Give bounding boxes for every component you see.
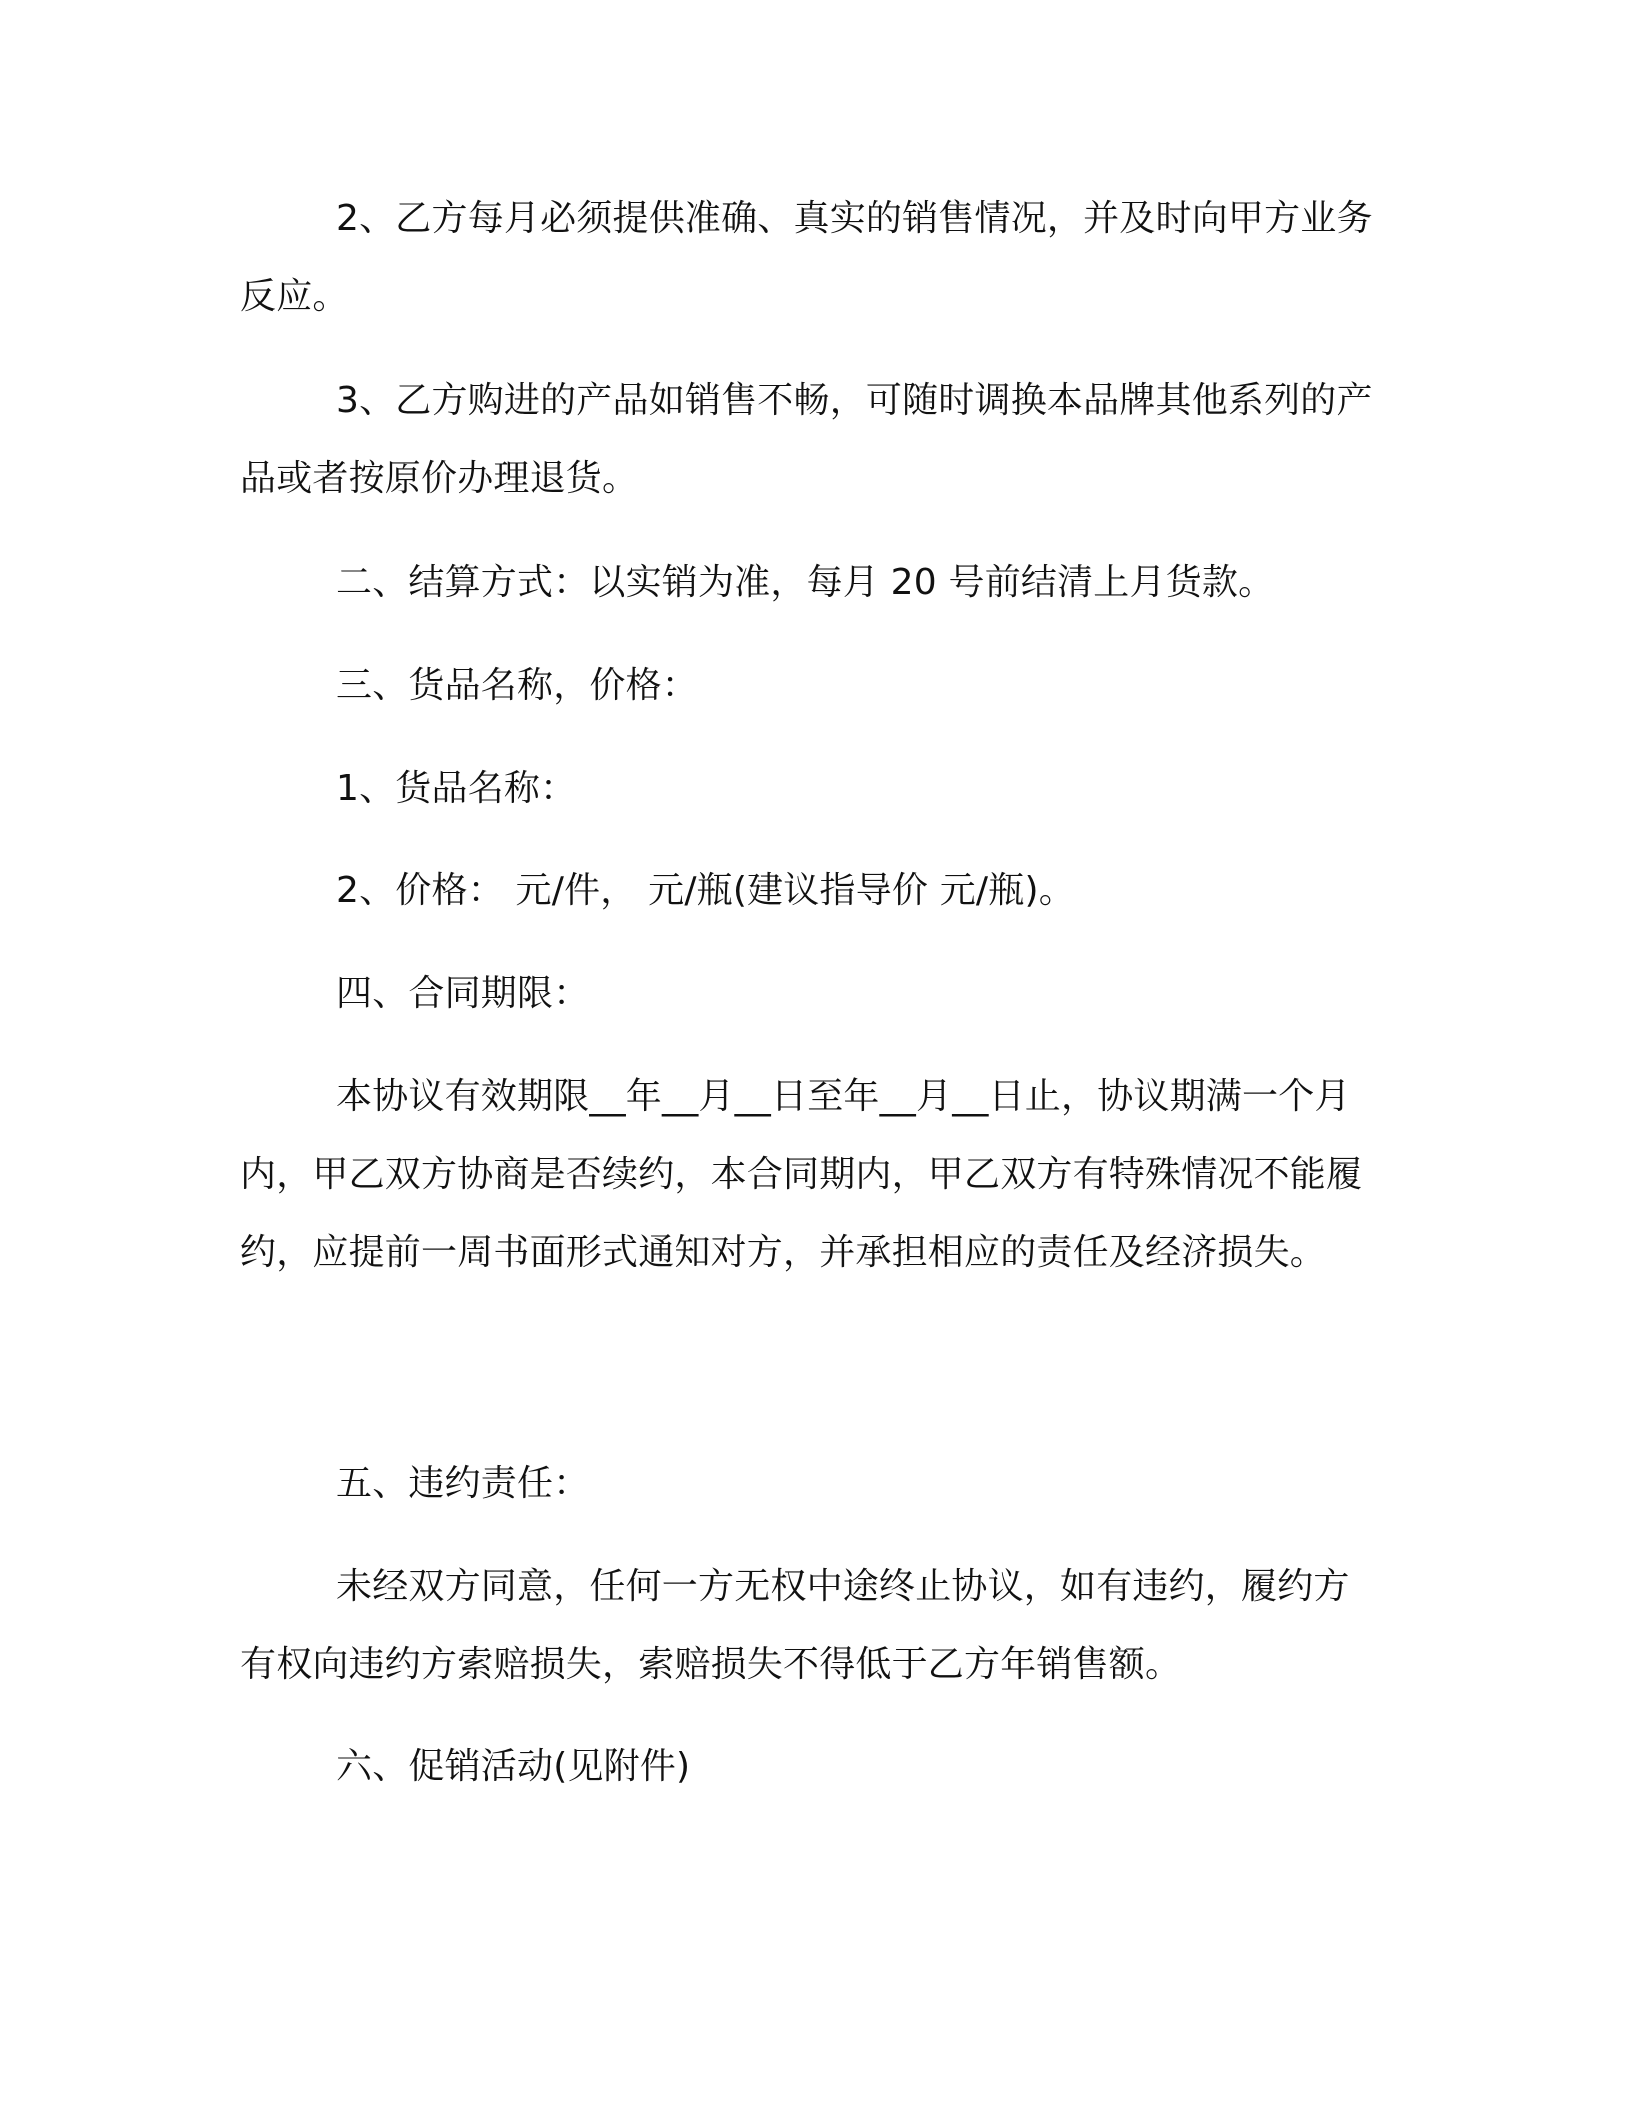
clause-monthly-sales-report: 2、乙方每月必须提供准确、真实的销售情况，并及时向甲方业务反应。 bbox=[240, 198, 1373, 317]
section-goods-name-price: 三、货品名称，价格： bbox=[336, 665, 699, 706]
item-goods-name: 1、货品名称： bbox=[336, 768, 577, 809]
breach-liability-body: 未经双方同意，任何一方无权中途终止协议，如有违约，履约方有权向违约方索赔损失，索赔损失不得低于乙方年销售额。 bbox=[240, 1566, 1350, 1685]
contract-term-body: 本协议有效期限__年__月__日至年__月__日止，协议期满一个月内，甲乙双方协商是否续约，本合同期内，甲乙双方有特殊情况不能履约，应提前一周书面形式通知对方，并承担相应的责任及经济损失。 bbox=[240, 1076, 1363, 1273]
item-price: 2、价格： 元/件， 元/瓶(建议指导价 元/瓶)。 bbox=[336, 870, 1075, 911]
section-promotion: 六、促销活动(见附件) bbox=[336, 1746, 691, 1787]
section-settlement-method: 二、结算方式：以实销为准，每月 20 号前结清上月货款。 bbox=[336, 562, 1275, 603]
section-breach-liability: 五、违约责任： bbox=[336, 1463, 590, 1504]
clause-product-exchange: 3、乙方购进的产品如销售不畅，可随时调换本品牌其他系列的产品或者按原价办理退货。 bbox=[240, 380, 1373, 499]
section-contract-term: 四、合同期限： bbox=[336, 973, 590, 1014]
